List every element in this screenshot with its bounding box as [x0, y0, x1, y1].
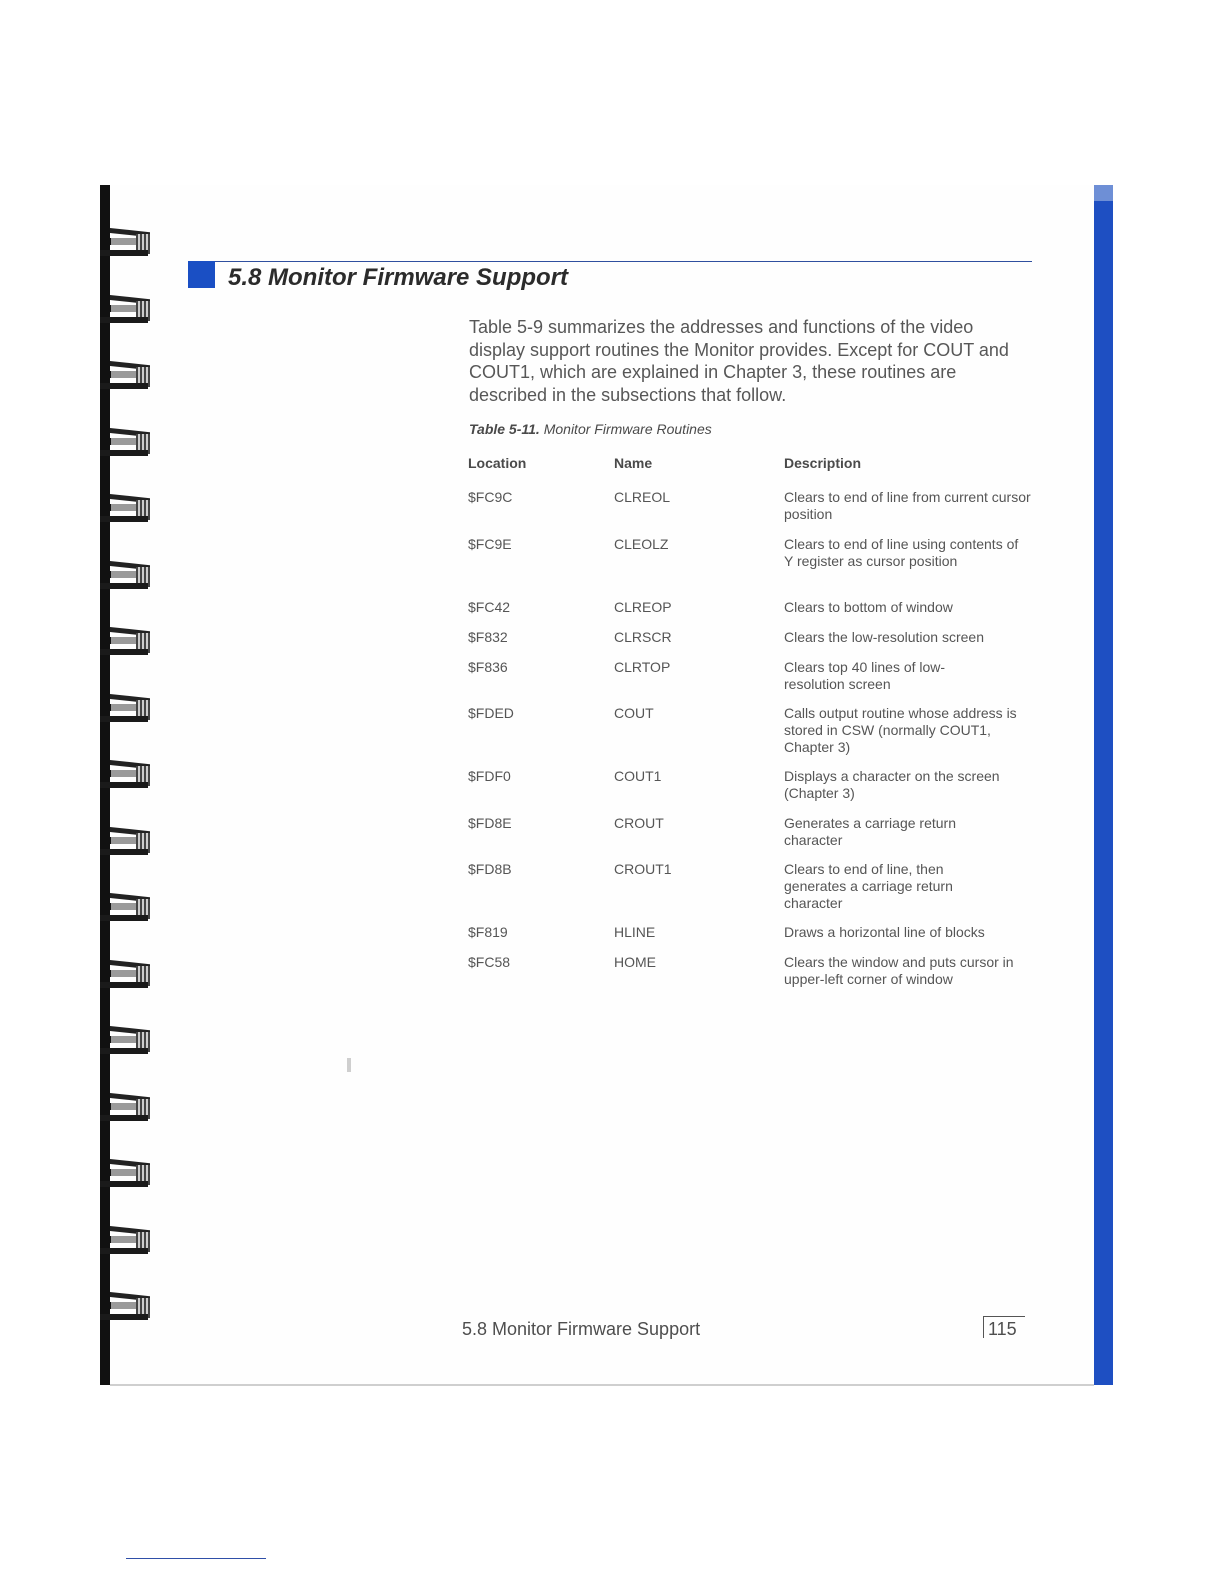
spiral-coil-icon [100, 694, 152, 724]
spiral-coil-icon [100, 1026, 152, 1056]
cell-description: Draws a horizontal line of blocks [784, 924, 985, 940]
spiral-coil-icon [100, 1292, 152, 1322]
column-header-location: Location [468, 455, 527, 471]
spiral-coil-icon [100, 960, 152, 990]
spiral-coil-icon [100, 827, 152, 857]
spiral-coil-icon [100, 295, 152, 325]
intro-paragraph: Table 5-9 summarizes the addresses and functions of the video display support routines the Monitor provides. Except for COUT and COUT1, which are explained in Chapter 3, these routines are described in the subsections that follow. [469, 317, 1009, 405]
heading-rule [215, 261, 1032, 262]
cell-location: $FD8E [468, 815, 512, 831]
spiral-coil-icon [100, 1159, 152, 1189]
cell-location: $F832 [468, 629, 508, 645]
section-heading: 5.8 Monitor Firmware Support [228, 264, 569, 291]
cell-name: COUT [614, 705, 654, 721]
cell-location: $F836 [468, 659, 508, 675]
page-edge-tab [1094, 185, 1113, 1385]
spiral-coil-icon [100, 627, 152, 657]
cell-description: Clears the window and puts cursor in upper-left corner of window [784, 954, 1014, 987]
cell-description: Generates a carriage return character [784, 815, 956, 848]
cell-name: CLREOP [614, 599, 672, 615]
cell-name: HLINE [614, 924, 656, 940]
cell-description: Clears to end of line using contents of Y register as cursor position [784, 536, 1019, 569]
spiral-coil-icon [100, 893, 152, 923]
cell-name: CLRSCR [614, 629, 672, 645]
cell-location: $FDF0 [468, 768, 511, 784]
cell-name: CLRTOP [614, 659, 671, 675]
cell-name: CLEOLZ [614, 536, 669, 552]
cell-name: CROUT1 [614, 861, 672, 877]
cell-description: Clears to end of line, then generates a carriage return character [784, 861, 953, 911]
footer-section-title: 5.8 Monitor Firmware Support [462, 1319, 701, 1339]
heading-marker-block [188, 261, 215, 288]
page-number: 115 [988, 1319, 1017, 1339]
cell-description: Calls output routine whose address is stored in CSW (normally COUT1, Chapter 3) [784, 705, 1017, 755]
bottom-link-rule [126, 1558, 266, 1559]
column-header-name: Name [614, 455, 653, 471]
scan-artifact-mark [347, 1058, 351, 1072]
cell-description: Displays a character on the screen (Chapter 3) [784, 768, 1000, 801]
page-number-tick [983, 1316, 984, 1338]
cell-location: $F819 [468, 924, 508, 940]
spiral-coil-icon [100, 561, 152, 591]
spiral-coil-icon [100, 1226, 152, 1256]
cell-name: CLREOL [614, 489, 671, 505]
page-number-rule [983, 1316, 1025, 1317]
cell-location: $FDED [468, 705, 514, 721]
page-bottom-edge [110, 1384, 1094, 1386]
cell-name: COUT1 [614, 768, 662, 784]
spiral-coil-icon [100, 760, 152, 790]
column-header-description: Description [784, 455, 862, 471]
spiral-coil-icon [100, 1093, 152, 1123]
spiral-coil-icon [100, 428, 152, 458]
cell-location: $FD8B [468, 861, 512, 877]
cell-name: HOME [614, 954, 656, 970]
cell-description: Clears the low-resolution screen [784, 629, 984, 645]
spiral-coil-icon [100, 494, 152, 524]
cell-description: Clears to bottom of window [784, 599, 953, 615]
cell-location: $FC9C [468, 489, 513, 505]
spiral-coil-icon [100, 228, 152, 258]
cell-description: Clears to end of line from current cursor position [784, 489, 1031, 522]
cell-location: $FC9E [468, 536, 512, 552]
table-caption-title: Monitor Firmware Routines [543, 421, 712, 437]
spiral-coil-icon [100, 361, 152, 391]
cell-description: Clears top 40 lines of low-resolution screen [784, 659, 946, 692]
cell-location: $FC58 [468, 954, 511, 970]
table-caption [469, 421, 712, 437]
table-caption-label: Table 5-11. [469, 421, 540, 437]
cell-location: $FC42 [468, 599, 511, 615]
cell-name: CROUT [614, 815, 664, 831]
